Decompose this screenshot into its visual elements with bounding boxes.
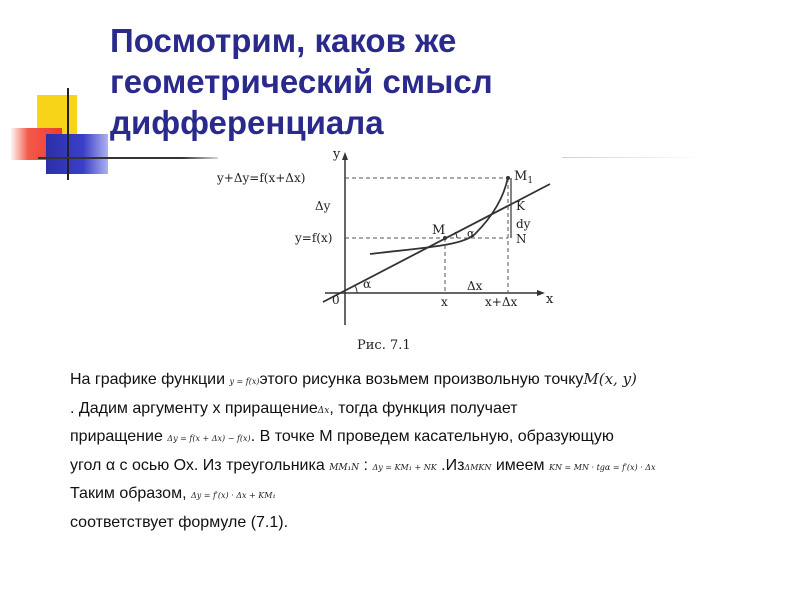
text-segment: имеем xyxy=(491,456,549,474)
decor-blue-square xyxy=(46,134,108,174)
formula-triangle-mkn: ΔMKN xyxy=(464,462,492,472)
origin-label: 0 xyxy=(332,293,340,307)
text-segment: соответствует формуле (7.1). xyxy=(70,513,289,531)
formula-delta-x: Δx xyxy=(317,405,330,416)
figure-caption: Рис. 7.1 xyxy=(357,338,411,353)
label-dy: dy xyxy=(516,217,531,231)
label-y-plus-delta: y+Δy=f(x+Δx) xyxy=(217,171,306,185)
text-line-4 xyxy=(70,453,800,482)
text-line-6 xyxy=(70,510,800,537)
label-alpha-m: α xyxy=(467,227,475,240)
text-segment: .Из xyxy=(436,456,465,474)
label-point-m: M xyxy=(432,223,446,238)
text-line-3 xyxy=(70,424,800,453)
formula-delta-y-def: Δy = f(x + Δx) − f(x) xyxy=(167,434,251,443)
label-delta-x: Δx xyxy=(467,279,483,293)
label-point-n: N xyxy=(516,232,527,246)
label-point-m1: $M_1$ xyxy=(514,169,534,186)
label-delta-y: Δy xyxy=(315,199,331,213)
text-segment: Таким образом, xyxy=(70,485,191,502)
x-axis-arrow xyxy=(537,290,545,296)
label-point-m1-sub: 1 xyxy=(527,176,534,186)
text-segment: На графике функции xyxy=(70,371,230,388)
text-segment: , тогда функция получает xyxy=(329,399,518,417)
text-line-5 xyxy=(70,481,800,510)
decor-vertical-line xyxy=(67,88,69,180)
label-point-k: K xyxy=(516,199,525,213)
label-x-plus-dx-tick: x+Δx xyxy=(485,295,518,309)
label-y-fx: y=f(x) xyxy=(295,231,333,245)
text-segment: . В точке М проведем касательную, образующую xyxy=(250,428,614,445)
slide-title: Посмотрим, каков же геометрический смысл дифференциала xyxy=(110,22,493,141)
formula-kn: KN = MN · tgα = f′(x) · Δx xyxy=(549,462,656,472)
label-alpha-origin: α xyxy=(363,277,372,291)
decor-horizontal-line-faded xyxy=(562,157,702,158)
text-segment: : xyxy=(359,456,373,474)
body-text xyxy=(70,366,800,536)
formula-triangle: MM₁N xyxy=(329,462,360,473)
formula-delta-y-sum: Δy = KM₁ + NK xyxy=(372,462,437,472)
label-x-tick: x xyxy=(441,295,448,309)
alpha-arc-origin xyxy=(355,286,357,293)
text-segment: этого рисунка возьмем произвольную точку xyxy=(259,371,584,388)
differential-figure xyxy=(205,140,575,365)
x-axis-label: x xyxy=(546,292,554,307)
formula-point-m: M(x, y) xyxy=(583,370,637,388)
formula-final: Δy = f′(x) · Δx + KM₁ xyxy=(190,491,276,500)
formula-y-fx: y = f(x) xyxy=(229,377,260,386)
text-line-1 xyxy=(70,366,800,396)
text-segment: угол α с осью Ох. Из треугольника xyxy=(70,456,330,474)
point-m1-dot xyxy=(506,176,510,180)
decor-horizontal-line xyxy=(38,157,218,159)
y-axis-arrow xyxy=(342,152,348,160)
y-axis-label: y xyxy=(333,147,341,162)
text-segment: приращение xyxy=(70,428,168,445)
text-segment: . Дадим аргументу х приращение xyxy=(70,399,318,417)
text-line-2 xyxy=(70,396,800,425)
